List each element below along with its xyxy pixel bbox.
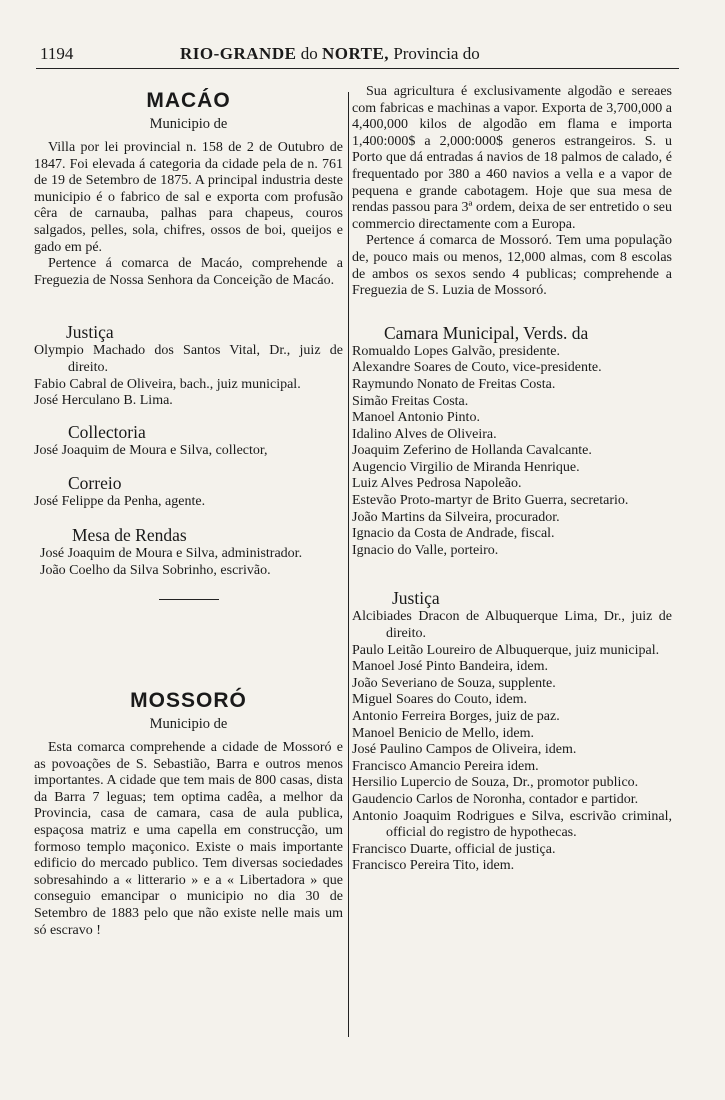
section-separator	[159, 599, 219, 600]
mossoro-economy: Sua agricultura é exclusivamente algodão e sereaes com fabricas e machinas a vapor. Exporta de 3,700,000 a 4,400,000 kilos de algodão em flama e importa 1,400:000$ a 2,000:000$ generos estrangeiros. S. u Porto que dá entradas á navios de 18 palmos de calado, é frequentado por 380 a 460 navios a vella e a vapor de pequena e grande cabotagem. Hoje que sua mesa de rendas passou para 3ª ordem, deixa de ser entretido o seu commercio directamente com a Europa.	[352, 84, 672, 232]
list-item: Manoel Antonio Pinto.	[352, 410, 480, 426]
running-title-tail: Provincia do	[389, 44, 480, 63]
list-item: Antonio Joaquim Rodrigues e Silva, escrivão criminal, official do registro de hypothecas.	[352, 808, 672, 841]
list-item: Hersilio Lupercio de Souza, Dr., promotor publico.	[352, 775, 639, 791]
list-item: Ignacio da Costa de Andrade, fiscal.	[352, 526, 555, 542]
macao-description: Villa por lei provincial n. 158 de 2 de Outubro de 1847. Foi elevada á categoria da cidade pela de n. 761 de 19 de Setembro de 1875. A principal industria deste municipio é o fabrico de sal e exporta com profusão cêra de carnauba, palhas para chapeus, couros salgados, pelles, sola, chifres, ossos de boi, queijos e gado em pé.	[34, 140, 343, 255]
mossoro-description: Esta comarca comprehende a cidade de Mossoró e as povoações de S. Sebastião, Barra e outros menos importantes. A cidade que tem mais de 800 casas, dista da Barra 7 leguas; tem optima cadêa, a melhor da Provincia, casa de camara, casa de aula publica, espaçosa matriz e uma capella em construcção, um formoso templo maçonico. Existe o mais importante edificio do mercado publico. Tem diversas sociedades sobresahindo a « litterario » e a « Libertadora » que conseguio emancipar o municipio no dia 30 de Setembro de 1883 pelo que não existe nelle mais um só escravo !	[34, 740, 343, 938]
municipality-subtitle-macao: Municipio de	[149, 116, 228, 132]
running-title	[180, 44, 480, 64]
list-item: Paulo Leitão Loureiro de Albuquerque, juiz municipal.	[352, 642, 660, 658]
list-item: Idalino Alves de Oliveira.	[352, 426, 497, 442]
right-column	[352, 84, 672, 875]
running-title-province: RIO-GRANDE	[180, 44, 297, 63]
list-item: Romualdo Lopes Galvão, presidente.	[352, 343, 561, 359]
list-item: Luiz Alves Pedrosa Napoleão.	[352, 476, 522, 492]
list-item: Raymundo Nonato de Freitas Costa.	[352, 376, 556, 392]
list-item: Simão Freitas Costa.	[352, 393, 469, 409]
list-item: Ignacio do Valle, porteiro.	[352, 542, 499, 558]
section-heading-collectoria: Collectoria	[68, 421, 146, 442]
list-item: João Severiano de Souza, supplente.	[352, 675, 556, 691]
list-item: Gaudencio Carlos de Noronha, contador e partidor.	[352, 791, 639, 807]
municipality-title-mossoro: MOSSORÓ	[130, 689, 247, 713]
justica-list	[352, 609, 672, 875]
list-item: Augencio Virgilio de Miranda Henrique.	[352, 459, 580, 475]
list-item: Estevão Proto-martyr de Brito Guerra, secretario.	[352, 493, 629, 509]
left-column	[34, 84, 343, 939]
list-item: José Felippe da Penha, agente.	[34, 494, 206, 510]
section-heading-justica-macao: Justiça	[66, 322, 114, 343]
list-item: Francisco Pereira Tito, idem.	[352, 858, 515, 874]
list-item: Joaquim Zeferino de Hollanda Cavalcante.	[352, 443, 592, 459]
list-item: Francisco Amancio Pereira idem.	[352, 758, 539, 774]
section-heading-correio: Correio	[68, 473, 122, 494]
section-heading-camara-municipal: Camara Municipal, Verds. da	[384, 322, 589, 343]
section-heading-mesa-de-rendas: Mesa de Rendas	[72, 524, 187, 545]
list-item: Francisco Duarte, official de justiça.	[352, 841, 556, 857]
list-item: João Coelho da Silva Sobrinho, escrivão.	[40, 562, 271, 578]
list-item: José Joaquim de Moura e Silva, administrador.	[40, 545, 303, 561]
list-item: José Herculano B. Lima.	[34, 393, 173, 409]
camara-list	[352, 344, 672, 560]
list-item: José Joaquim de Moura e Silva, collector,	[34, 442, 268, 458]
list-item: Manoel Benicio de Mello, idem.	[352, 725, 534, 741]
running-title-mid: do	[296, 44, 322, 63]
page-number: 1194	[40, 44, 74, 63]
list-item: Antonio Ferreira Borges, juiz de paz.	[352, 709, 560, 724]
running-title-province-2: NORTE,	[321, 44, 390, 63]
list-item: Manoel José Pinto Bandeira, idem.	[352, 659, 548, 675]
mossoro-comarca: Pertence á comarca de Mossoró. Tem uma população de, pouco mais ou menos, 12,000 almas, com 8 escolas de ambos os sexos sendo 4 publicas; comprehende a Freguezia de S. Luzia de Mossoró.	[352, 233, 672, 299]
list-item: Olympio Machado dos Santos Vital, Dr., juiz de direito.	[34, 343, 343, 375]
column-divider	[348, 92, 349, 1037]
list-item: Alcibiades Dracon de Albuquerque Lima, Dr., juiz de direito.	[352, 609, 672, 642]
municipality-subtitle-mossoro: Municipio de	[149, 716, 228, 733]
list-item: José Paulino Campos de Oliveira, idem.	[352, 742, 577, 758]
list-item: Miguel Soares do Couto, idem.	[352, 692, 527, 708]
municipality-title-macao: MACÁO	[146, 89, 231, 112]
header-rule	[36, 68, 679, 69]
list-item: João Martins da Silveira, procurador.	[352, 509, 560, 525]
macao-comarca: Pertence á comarca de Macáo, comprehende a Freguezia de Nossa Senhora da Conceição de Macáo.	[34, 256, 343, 288]
list-item: Fabio Cabral de Oliveira, bach., juiz municipal.	[34, 376, 301, 392]
page-header	[40, 44, 680, 66]
section-heading-justica-mossoro: Justiça	[392, 588, 440, 609]
list-item: Alexandre Soares de Couto, vice-presidente.	[352, 360, 602, 376]
